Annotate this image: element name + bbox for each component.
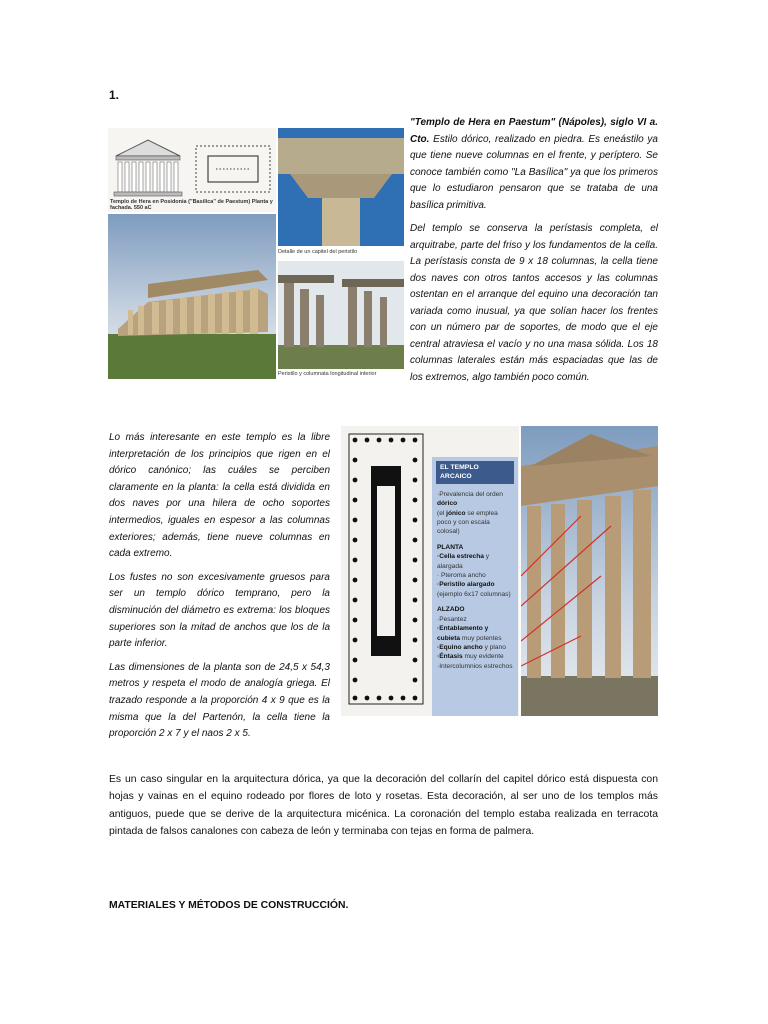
- intro-text-block: [410, 115, 658, 393]
- temple-columns-svg: [521, 426, 658, 716]
- archaic-temple-plan-image: [341, 426, 519, 716]
- left-paragraph-1: Lo más interesante en este templo es la libre interpretación de los principios que rigen en el dórico canónico; las cuáles se perciben claramente en la planta: la cella está dividida en dos naves por una hilera de ocho soportes intermedios, iguales en espesor a las columnas exteriores; además, tiene nueve columnas en cada extremo.: [109, 432, 330, 560]
- temple-columns-photo: [521, 426, 658, 716]
- temple-photo-svg: [108, 214, 276, 379]
- infobox-a4: ·Éntasis muy evidente: [437, 653, 504, 661]
- infobox-a3: ·Equino ancho y plano: [437, 643, 506, 651]
- archaic-temple-infobox: [432, 457, 518, 716]
- temple-images-collage: [108, 128, 404, 379]
- infobox-p2: · Pteroma ancho: [437, 572, 486, 580]
- infobox-title: EL TEMPLO ARCAICO: [436, 461, 514, 484]
- plan-caption: Templo de Hera en Posidonia ("Basílica" de Paestum) Planta y fachada. 550 aC: [110, 199, 273, 211]
- infobox-a5: ·Intercolumnios estrechos: [437, 662, 513, 670]
- infobox-p3: ·Peristilo alargado (ejemplo 6x17 columnas): [437, 581, 511, 598]
- section-heading: MATERIALES Y MÉTODOS DE CONSTRUCCIÓN.: [109, 900, 349, 911]
- left-paragraph-2: Los fustes no son excesivamente gruesos para ser un templo dórico temprano, pero la disminución del diámetro es extrema: los bloques superiores son la mitad de anchos que los de la parte inferior.: [109, 571, 330, 650]
- capital-photo: [278, 128, 404, 255]
- infobox-planta: PLANTA: [437, 543, 464, 551]
- left-paragraph-3: Las dimensiones de la planta son de 24,5 x 54,3 metros y respeta el modo de analogía griega. El trazado responde a la proporción 4 x 9 que es la misma que la del Partenón, la cella tiene la proporción 2 x 7 y el naos 2 x 5.: [109, 661, 330, 740]
- floor-plan-svg: [341, 426, 431, 716]
- peristasis-paragraph: Del templo se conserva la perístasis completa, el arquitrabe, parte del friso y los fundamentos de la cella. La perístasis consta de 9 x 18 columnas, la cella tiene dos naves con otros tantos accesos y las columnas ostentan en el arranque del equino una decoración tan variada como inusual, ya que solían hacer los frentes con un número par de soportes, de modo que el eje central atraviesa el vacío y no una masa sólida. Los 18 columnas laterales están más espaciadas que las de los extremos, algo también poco común.: [410, 223, 658, 383]
- infobox-line-2: (el jónico se emplea poco y con escala colosal): [437, 509, 498, 536]
- peristyle-photo-svg: [278, 261, 404, 369]
- peristyle-caption: Peristilo y columnata longitudinal interior: [278, 371, 377, 377]
- capital-caption: Detalle de un capitel del peristilo: [278, 249, 358, 255]
- infobox-alzado: ALZADO: [437, 606, 465, 614]
- left-text-block: [109, 430, 330, 750]
- intro-title: "Templo de Hera en Paestum" (Nápoles), siglo VI a. Cto.: [410, 117, 658, 145]
- infobox-line-1: ·Prevalencia del orden dórico: [437, 490, 503, 508]
- body-paragraph: Es un caso singular en la arquitectura dórica, ya que la decoración del collarín del capitel dórico está dispuesta con hojas y vainas en el equino rodeado por flores de loto y rosetas. Esta decoración, al ser uno de los templos más antiguos, puede que se derive de la arquitectura micénica. La coronación del templo estaba realizada en terracota pintada de falsos canalones con cabeza de león y terminaba con tejas en forma de palmera.: [109, 774, 658, 838]
- temple-photo: [108, 214, 276, 379]
- infobox-a2: ·Entablamento y cubieta muy potentes: [437, 625, 502, 642]
- section-number: 1.: [109, 88, 120, 102]
- peristyle-photo: [278, 261, 404, 377]
- intro-paragraph: [410, 115, 658, 214]
- infobox-a1: ·Pesantez: [437, 615, 467, 623]
- infobox-p1: ·Cella estrecha y alargada: [437, 553, 490, 570]
- capital-photo-svg: [278, 128, 404, 246]
- intro-rest: Estilo dórico, realizado en piedra. Es eneástilo ya que tiene nueve columnas en el frente, y períptero. Se conoce también como "La Basílica" ya que los primeros que lo estudiaron pensaron que se trataba de una basílica primitiva.: [410, 133, 658, 211]
- plan-facade-drawing: [108, 128, 276, 212]
